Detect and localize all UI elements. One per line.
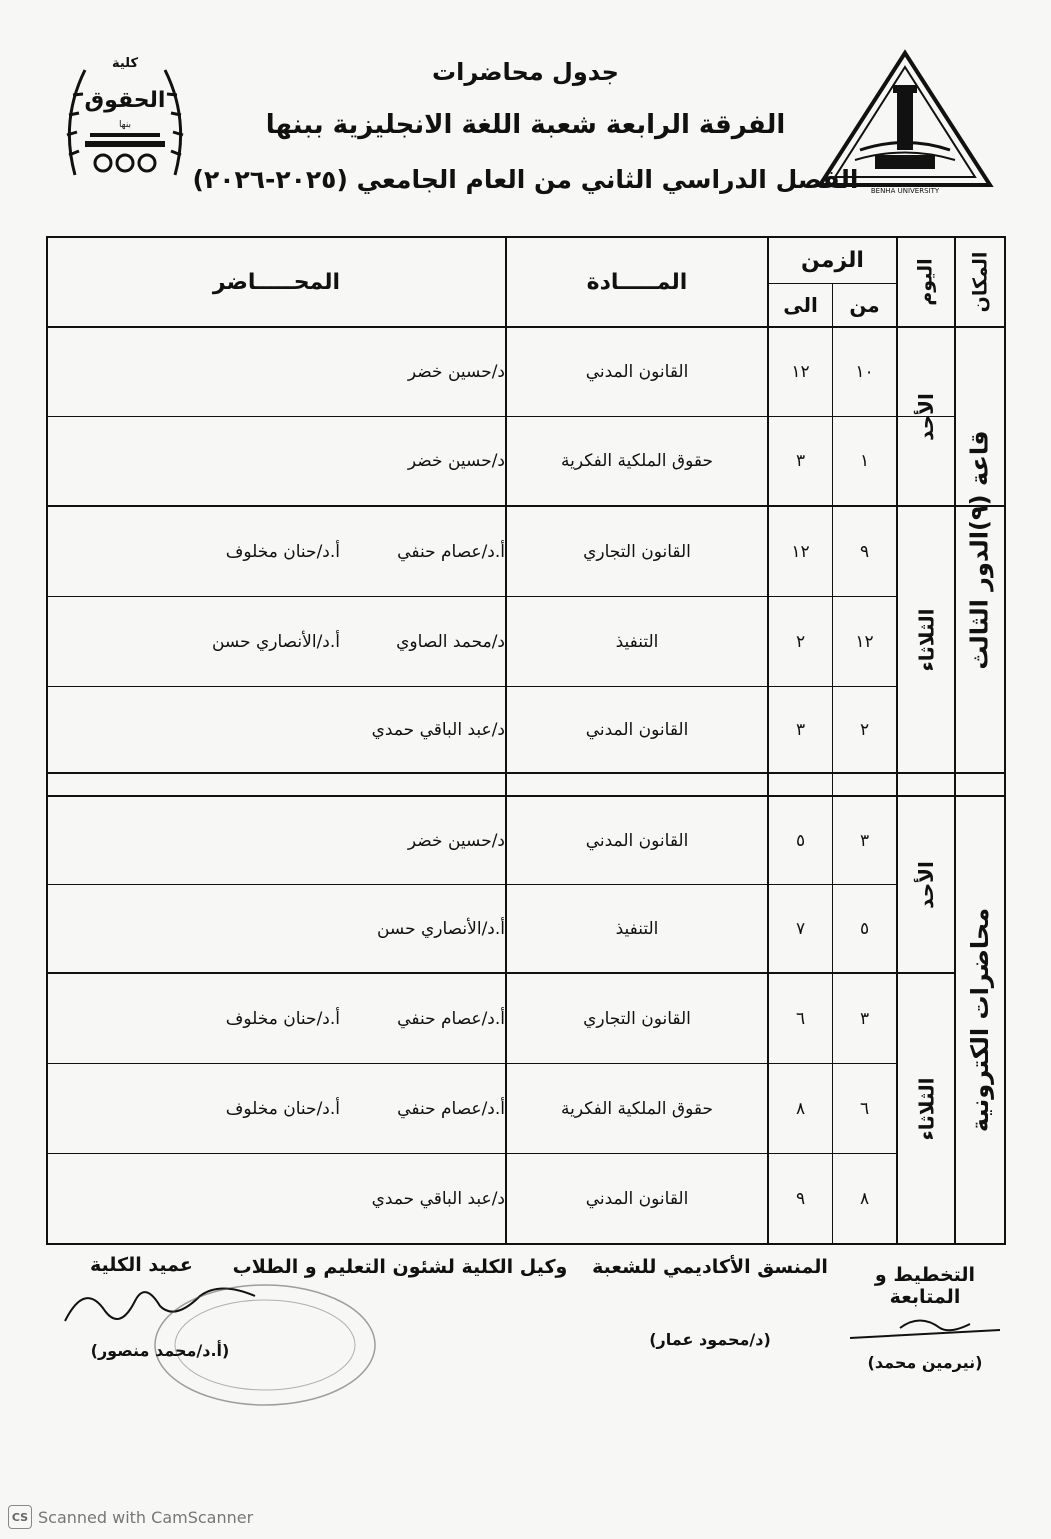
header-place: المكان — [969, 251, 992, 313]
signature-dean: عميد الكلية (أ.د/محمد منصور) — [60, 1254, 260, 1360]
section2-day-sunday: الأحد — [914, 860, 938, 909]
time-to: ٨ — [795, 1098, 806, 1119]
time-from: ٣ — [859, 1008, 870, 1029]
lecturer-primary: د/عبد الباقي حمدي — [371, 1188, 505, 1209]
section2-day-tuesday: الثلاثاء — [914, 1077, 938, 1140]
lecturer-secondary: أ.د/حنان مخلوف — [225, 1008, 340, 1029]
signature-coordinator: المنسق الأكاديمي للشعبة (د/محمود عمار) — [592, 1256, 828, 1349]
subject-cell: حقوق الملكية الفكرية — [561, 1098, 713, 1119]
lecturer-secondary — [170, 328, 340, 416]
lecturer-primary: د/محمد الصاوي — [396, 631, 505, 652]
signature-vice-dean: وكيل الكلية لشئون التعليم و الطلاب — [232, 1256, 568, 1278]
lecturer-primary: د/عبد الباقي حمدي — [371, 719, 505, 740]
header-subject: المـــــادة — [586, 269, 688, 295]
time-from: ٩ — [859, 541, 870, 562]
svg-text:BENHA UNIVERSITY: BENHA UNIVERSITY — [870, 187, 940, 195]
time-to: ٦ — [795, 1008, 806, 1029]
subject-cell: القانون المدني — [585, 830, 689, 851]
benha-university-logo — [805, 45, 1005, 195]
title-line-1: جدول محاضرات — [432, 58, 619, 86]
lecturer-secondary — [170, 687, 340, 772]
header-lecturer: المحـــــاضر — [212, 269, 341, 295]
subject-cell: التنفيذ — [615, 918, 659, 939]
section1-day-tuesday: الثلاثاء — [914, 608, 938, 671]
section1-day-sunday: الأحد — [914, 392, 938, 441]
subject-cell: القانون المدني — [585, 362, 689, 382]
lecturer-primary: د/حسين خضر — [407, 830, 505, 851]
subject-cell: القانون المدني — [585, 719, 689, 740]
subject-cell: حقوق الملكية الفكرية — [561, 451, 713, 471]
signature-planning: التخطيط و المتابعة (نيرمين محمد) — [840, 1264, 1010, 1372]
lecturer-secondary: أ.د/حنان مخلوف — [225, 1098, 340, 1119]
time-to: ٧ — [795, 918, 806, 939]
svg-text:كلية: كلية — [111, 56, 139, 71]
subject-cell: القانون التجاري — [583, 1008, 691, 1029]
time-to: ١٢ — [791, 362, 810, 382]
time-from: ١٢ — [855, 631, 874, 652]
header-from: من — [849, 293, 880, 317]
lecturer-primary: أ.د/عصام حنفي — [397, 1098, 505, 1119]
camscanner-icon: CS — [8, 1505, 32, 1529]
lecturer-primary: أ.د/الأنصاري حسن — [376, 918, 505, 939]
time-from: ١ — [859, 451, 870, 471]
header-day: اليوم — [915, 258, 937, 306]
lecturer-secondary: أ.د/حنان مخلوف — [225, 541, 340, 562]
svg-text:بنها: بنها — [118, 120, 132, 130]
scanner-text: Scanned with CamScanner — [38, 1507, 254, 1527]
subject-cell: القانون المدني — [585, 1188, 689, 1209]
time-from: ٦ — [859, 1098, 870, 1119]
lecturer-secondary — [170, 797, 340, 884]
lecturer-secondary — [170, 885, 340, 972]
faculty-of-law-logo — [55, 45, 195, 195]
lecturer-primary: أ.د/عصام حنفي — [397, 541, 505, 562]
lecturer-secondary — [170, 1154, 340, 1243]
time-from: ٥ — [859, 918, 870, 939]
title-line-2: الفرقة الرابعة شعبة اللغة الانجليزية ببنها — [265, 110, 786, 140]
time-from: ٣ — [859, 830, 870, 851]
lecturer-primary: د/حسين خضر — [407, 362, 505, 382]
lecturer-secondary — [170, 417, 340, 505]
signature-scribble — [840, 1308, 1010, 1348]
svg-text:الحقوق: الحقوق — [84, 88, 166, 113]
lecturer-primary: د/حسين خضر — [407, 451, 505, 471]
time-from: ١٠ — [855, 362, 874, 382]
title-line-3: الفصل الدراسي الثاني من العام الجامعي (٢٠٢٥-٢٠٢٦) — [192, 165, 859, 194]
subject-cell: التنفيذ — [615, 631, 659, 652]
time-to: ٣ — [795, 451, 806, 471]
scanner-footer — [8, 1505, 253, 1529]
time-to: ١٢ — [791, 541, 810, 562]
time-to: ٣ — [795, 719, 806, 740]
header-to: الى — [783, 293, 818, 317]
section2-place: محاضرات الكترونية — [966, 907, 995, 1133]
official-stamp — [140, 1270, 390, 1420]
header-time: الزمن — [801, 248, 864, 273]
lecturer-primary: أ.د/عصام حنفي — [397, 1008, 505, 1029]
lecturer-secondary: أ.د/الأنصاري حسن — [211, 631, 340, 652]
time-to: ٥ — [795, 830, 806, 851]
time-to: ٩ — [795, 1188, 806, 1209]
section1-place: قاعة (٩)الدور الثالث — [966, 430, 994, 670]
subject-cell: القانون التجاري — [583, 541, 691, 562]
time-to: ٢ — [795, 631, 806, 652]
time-from: ٨ — [859, 1188, 870, 1209]
time-from: ٢ — [859, 719, 870, 740]
